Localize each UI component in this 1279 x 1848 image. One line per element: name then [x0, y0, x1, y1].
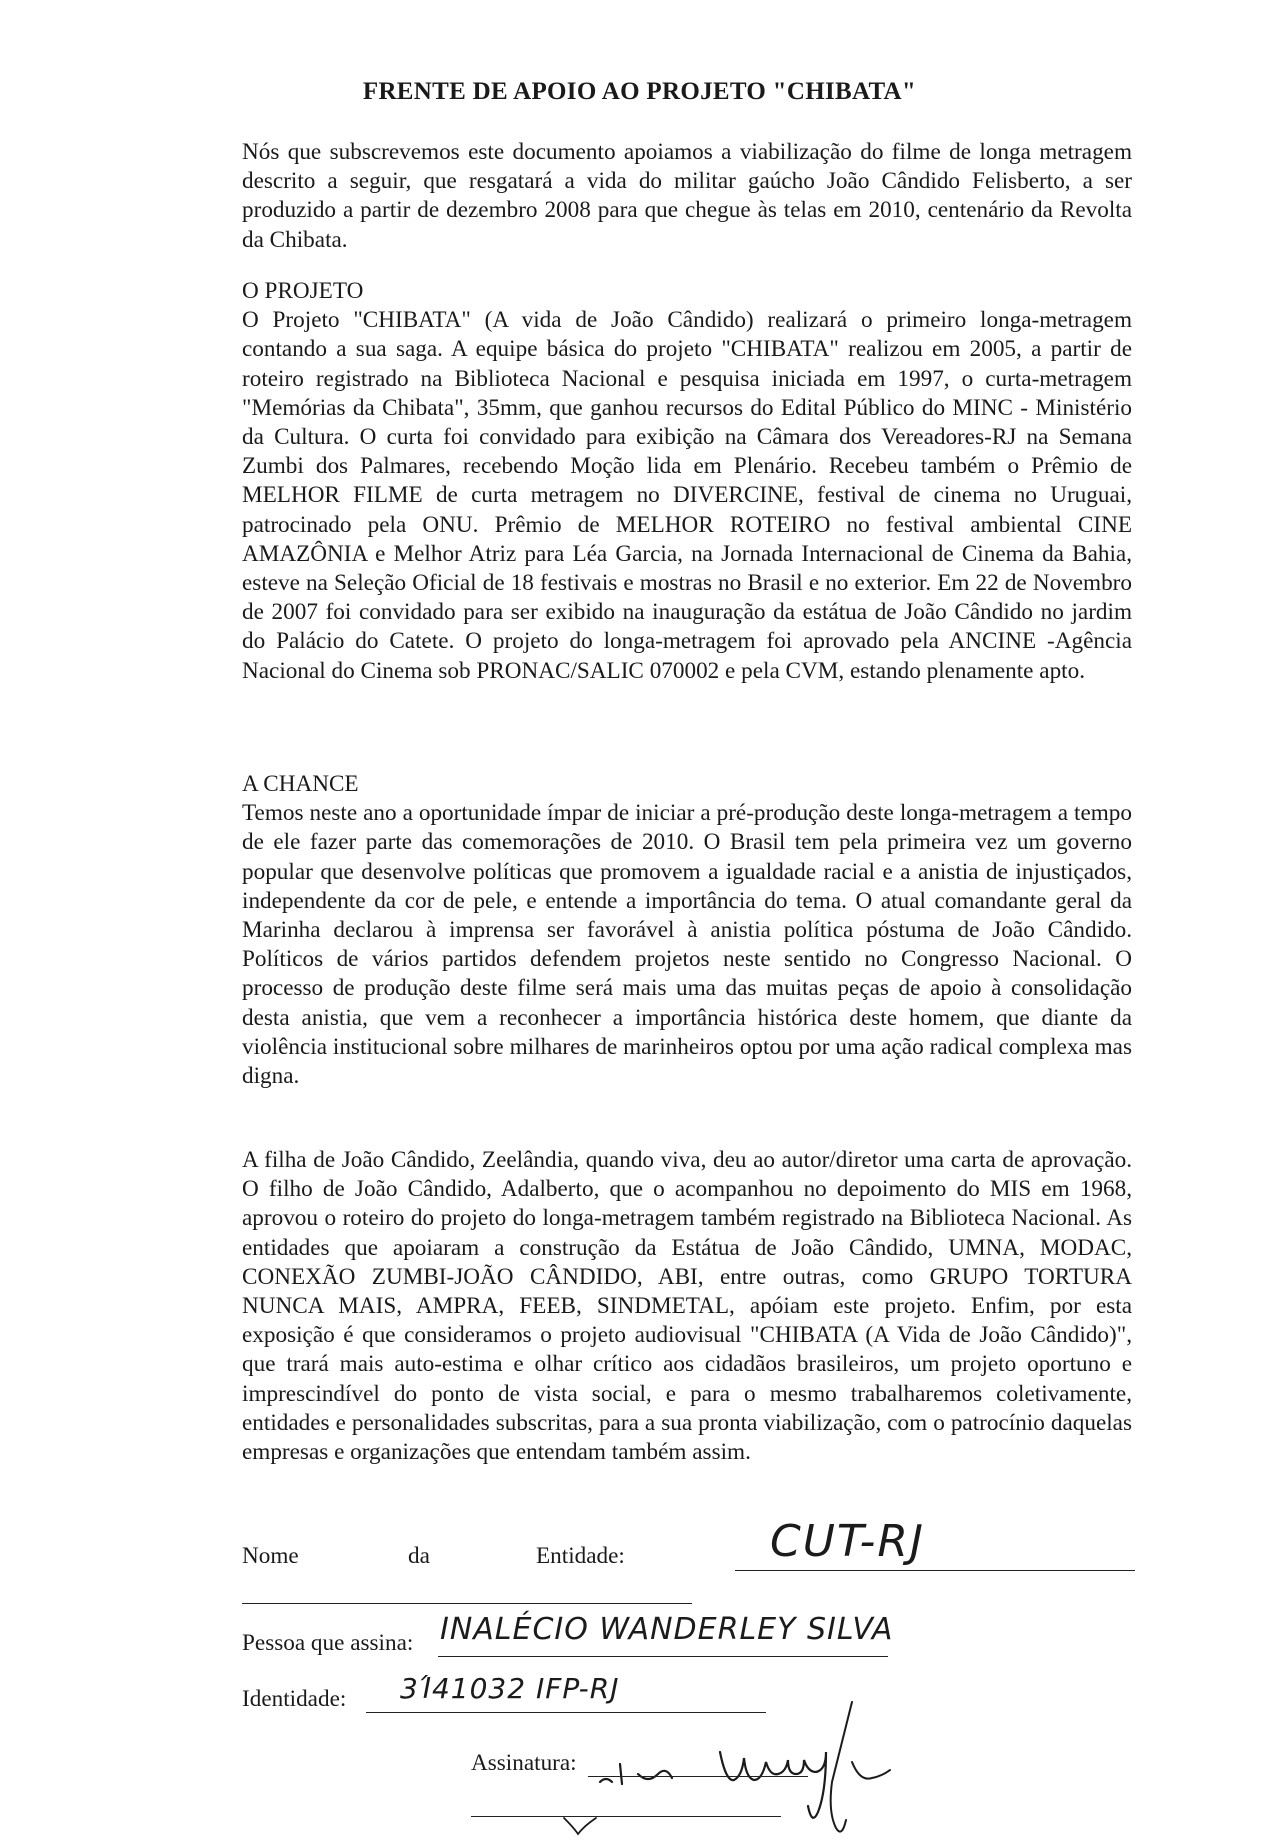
pessoa-line [438, 1656, 888, 1657]
entidade-second-line [242, 1603, 692, 1604]
intro-paragraph: Nós que subscrevemos este documento apoiamos a viabilização do filme de longa metragem descrito a seguir, que resgatará a vida do militar gaúcho João Cândido Felisberto, a ser produzido a partir de dezembro 2008 para que chegue às telas em 2010, centenário da Revolta da Chibata. [242, 139, 1132, 253]
entidade-line [735, 1570, 1135, 1571]
handwritten-signature [590, 1692, 910, 1842]
assinatura-label: Assinatura: [471, 1750, 577, 1776]
filha-paragraph: A filha de João Cândido, Zeelândia, quando viva, deu ao autor/diretor uma carta de aprovação. O filho de João Cândido, Adalberto, que o acompanhou no depoimento do MIS em 1968, aprovou o roteiro do projeto do longa-metragem também registrado na Biblioteca Nacional. As entidades que apoiaram a construção da Estátua de João Cândido, UMNA, MODAC, CONEXÃO ZUMBI-JOÃO CÂNDIDO, ABI, entre outras, como GRUPO TORTURA NUNCA MAIS, AMPRA, FEEB, SINDMETAL, apóiam este projeto. Enfim, por esta exposição é que consideramos o projeto audiovisual "CHIBATA (A Vida de João Cândido)", que trará mais auto-estima e olhar crítico aos cidadãos brasileiros, um projeto oportuno e imprescindível do ponto de vista social, e para o mesmo trabalharemos coletivamente, entidades e personalidades subscritas, para a sua pronta viabilização, com o patrocínio daquelas empresas e organizações que entendam também assim. [242, 1147, 1132, 1466]
signature-tick-mark [560, 1814, 600, 1838]
identidade-label: Identidade: [242, 1686, 347, 1712]
projeto-heading: O PROJETO [242, 278, 364, 304]
entidade-label: Entidade: [536, 1543, 625, 1569]
section-projeto [242, 277, 1132, 686]
identidade-handwritten-value: 3Ί41032 IFP-RJ [400, 1672, 620, 1705]
assinatura-second-line [471, 1816, 781, 1817]
pessoa-label: Pessoa que assina: [242, 1630, 414, 1656]
entidade-handwritten-value: CUT-RJ [770, 1516, 925, 1567]
chance-heading: A CHANCE [242, 771, 359, 797]
section-chance [242, 770, 1132, 1091]
projeto-paragraph: O Projeto "CHIBATA" (A vida de João Cândido) realizará o primeiro longa-metragem contando a sua saga. A equipe básica do projeto "CHIBATA" realizou em 2005, a partir de roteiro registrado na Biblioteca Nacional e pesquisa iniciada em 1997, o curta-metragem "Memórias da Chibata", 35mm, que ganhou recursos do Edital Público do MINC - Ministério da Cultura. O curta foi convidado para exibição na Câmara dos Vereadores-RJ na Semana Zumbi dos Palmares, recebendo Moção lida em Plenário. Recebeu também o Prêmio de MELHOR FILME de curta metragem no DIVERCINE, festival de cinema no Uruguai, patrocinado pela ONU. Prêmio de MELHOR ROTEIRO no festival ambiental CINE AMAZÔNIA e Melhor Atriz para Léa Garcia, na Jornada Internacional de Cinema da Bahia, esteve na Seleção Oficial de 18 festivais e mostras no Brasil e no exterior. Em 22 de Novembro de 2007 foi convidado para ser exibido na inauguração da estátua de João Cândido no jardim do Palácio do Catete. O projeto do longa-metragem foi aprovado pela ANCINE -Agência Nacional do Cinema sob PRONAC/SALIC 070002 e pela CVM, estando plenamente apto. [242, 307, 1132, 684]
nome-label: Nome [242, 1543, 299, 1569]
chance-paragraph: Temos neste ano a oportunidade ímpar de iniciar a pré-produção deste longa-metragem a tempo de ele fazer parte das comemorações de 2010. O Brasil tem pela primeira vez um governo popular que desenvolve políticas que promovem a igualdade racial e a anistia de injustiçados, independente da cor de pele, e entende a importância do tema. O atual comandante geral da Marinha declarou à imprensa ser favorável à anistia política póstuma de João Cândido. Políticos de vários partidos defendem projetos neste sentido no Congresso Nacional. O processo de produção deste filme será mais uma das muitas peças de apoio à consolidação desta anistia, que vem a reconhecer a importância histórica deste homem, que diante da violência institucional sobre milhares de marinheiros optou por uma ação radical complexa mas digna. [242, 800, 1132, 1090]
pessoa-handwritten-value: INALÉCIO WANDERLEY SILVA [440, 1612, 894, 1647]
document-title: FRENTE DE APOIO AO PROJETO "CHIBATA" [362, 78, 917, 105]
assinatura-line [588, 1776, 808, 1777]
da-label: da [408, 1543, 430, 1569]
